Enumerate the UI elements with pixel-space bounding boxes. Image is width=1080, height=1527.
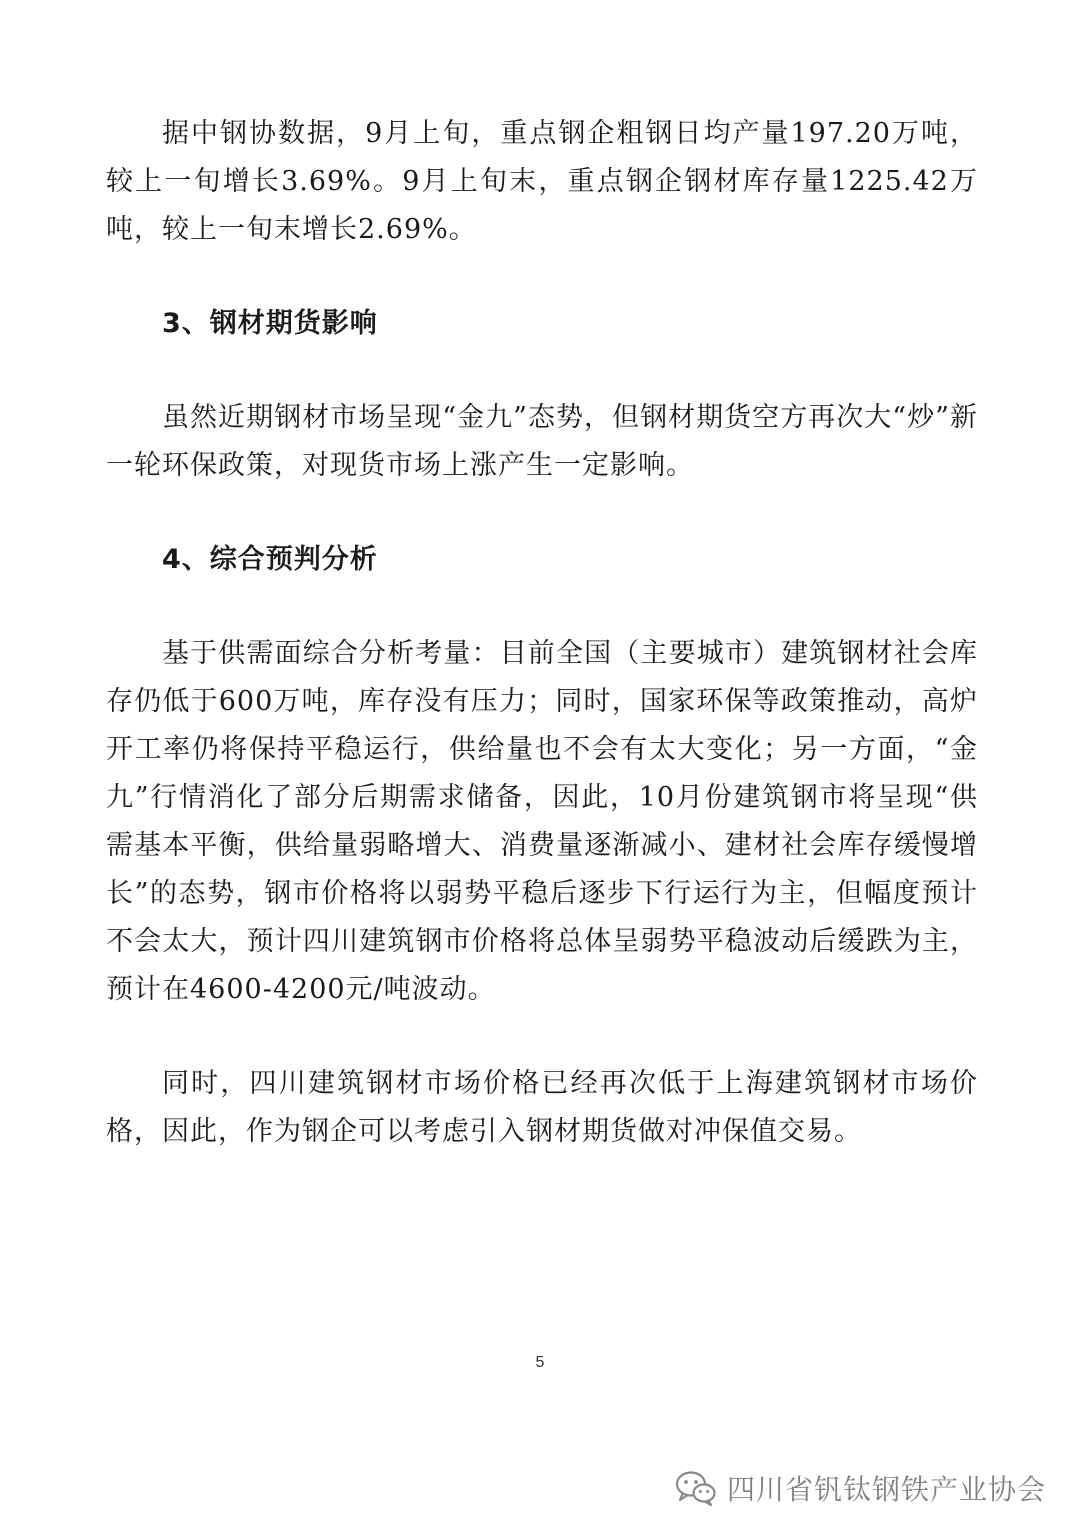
page-number: 5 — [535, 1354, 545, 1371]
paragraph-hedging-suggestion: 同时，四川建筑钢材市场价格已经再次低于上海建筑钢材市场价格，因此，作为钢企可以考虑引入钢材期货做对冲保值交易。 — [106, 1068, 978, 1147]
watermark-account-name: 四川省钒钛钢铁产业协会 — [726, 1473, 1046, 1506]
wechat-icon — [675, 1469, 717, 1507]
document-body — [106, 110, 978, 1156]
section-heading-comprehensive-analysis: 4、综合预判分析 — [162, 544, 378, 575]
section-heading-futures-impact: 3、钢材期货影响 — [162, 308, 378, 339]
paragraph-steel-output: 据中钢协数据，9月上旬，重点钢企粗钢日均产量197.20万吨，较上一旬增长3.69%。9月上旬末，重点钢企钢材库存量1225.42万吨，较上一旬末增长2.69%。 — [106, 118, 978, 245]
paragraph-comprehensive-analysis: 基于供需面综合分析考量：目前全国（主要城市）建筑钢材社会库存仍低于600万吨，库存没有压力；同时，国家环保等政策推动，高炉开工率仍将保持平稳运行，供给量也不会有太大变化；另一方面，“金九”行情消化了部分后期需求储备，因此，10月份建筑钢市将呈现“供需基本平衡，供给量弱略增大、消费量逐渐减小、建材社会库存缓慢增长”的态势，钢市价格将以弱势平稳后逐步下行运行为主，但幅度预计不会太大，预计四川建筑钢市价格将总体呈弱势平稳波动后缓跌为主，预计在4600-4200元/吨波动。 — [106, 638, 978, 1005]
paragraph-futures-impact: 虽然近期钢材市场呈现“金九”态势，但钢材期货空方再次大“炒”新一轮环保政策，对现货市场上涨产生一定影响。 — [106, 402, 978, 481]
wechat-watermark — [675, 1468, 1046, 1508]
